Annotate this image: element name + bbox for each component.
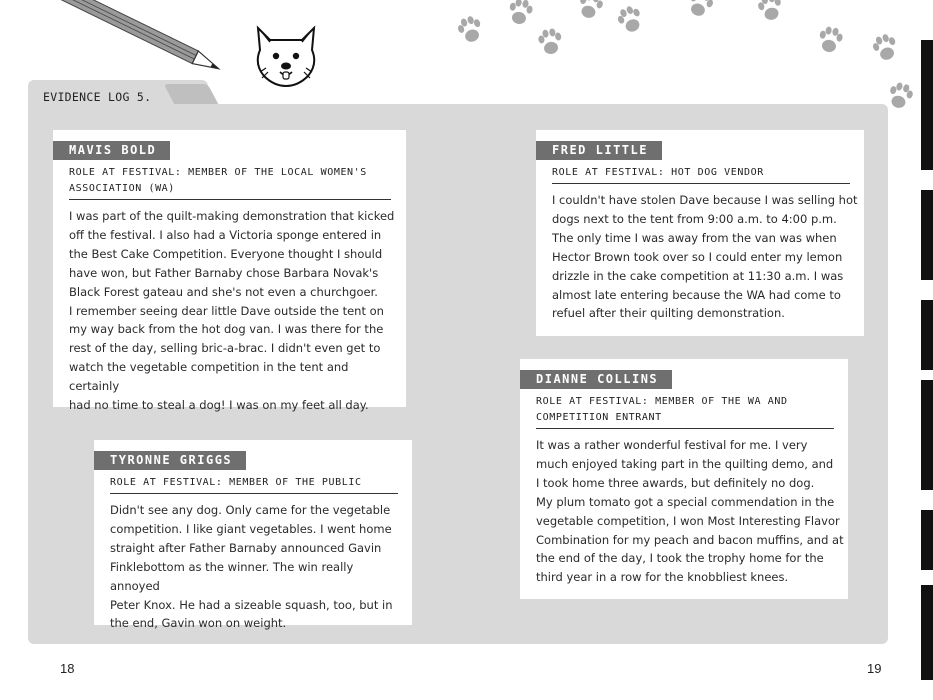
suspect-name: TYRONNE GRIGGS [94, 451, 246, 470]
suspect-name: DIANNE COLLINS [520, 370, 672, 389]
evidence-card-fred-little [536, 130, 864, 336]
suspect-statement: It was a rather wonderful festival for me. I very much enjoyed taking part in the quilting demo, and I took home three awards, but definitely no dog. My plum tomato got a special commendation in the vegetable competition, I won Most Interesting Flavor Combination for my peach and bacon muffins, and at the end of the day, I took the trophy home for the third year in a row for the knobbliest knees. [536, 438, 844, 585]
page-number-right: 19 [867, 661, 882, 676]
evidence-log-title: EVIDENCE LOG 5. [43, 90, 152, 104]
pencil-icon [50, 0, 240, 70]
sidebar-decoration [918, 40, 933, 680]
dog-face-icon [248, 20, 324, 90]
suspect-role: ROLE AT FESTIVAL: MEMBER OF THE LOCAL WOMEN'S ASSOCIATION (WA) [69, 165, 391, 200]
paw-print-icon [440, 0, 933, 120]
suspect-name: MAVIS BOLD [53, 141, 170, 160]
evidence-card-tyronne-griggs [94, 440, 412, 631]
suspect-role: ROLE AT FESTIVAL: MEMBER OF THE WA AND COMPETITION ENTRANT [536, 394, 834, 429]
suspect-statement: I was part of the quilt-making demonstration that kicked off the festival. I also had a Victoria sponge entered in the Best Cake Competition. Everyone thought I should have won, but Father Barnaby chose Barbara Novak's Black Forest gateau and she's not even a churchgoer. I remember seeing dear little Dave outside the tent on my way back from the hot dog van. I was there for the rest of the day, selling bric-a-brac. I didn't even get to watch the vegetable competition in the tent and certainly had no time to steal a dog! I was on my feet all day. [69, 209, 395, 413]
suspect-statement: Didn't see any dog. Only came for the vegetable competition. I like giant vegetables. I went home straight after Father Barnaby announced Gavin Finklebottom as the winner. The win really annoyed Peter Knox. He had a sizeable squash, too, but in the end, Gavin won on weight. [110, 503, 393, 631]
page-number-left: 18 [60, 661, 75, 676]
suspect-role: ROLE AT FESTIVAL: MEMBER OF THE PUBLIC [110, 475, 398, 494]
suspect-name: FRED LITTLE [536, 141, 662, 160]
evidence-card-mavis-bold [53, 130, 406, 413]
evidence-card-dianne-collins [520, 359, 848, 599]
suspect-role: ROLE AT FESTIVAL: HOT DOG VENDOR [552, 165, 850, 184]
suspect-statement: I couldn't have stolen Dave because I was selling hot dogs next to the tent from 9:00 a.m. to 4:00 p.m. The only time I was away from the van was when Hector Brown took over so I could enter my lemon drizzle in the cake competition at 11:30 a.m. I was almost late entering because the WA had come to refuel after their quilting demonstration. [552, 193, 858, 321]
